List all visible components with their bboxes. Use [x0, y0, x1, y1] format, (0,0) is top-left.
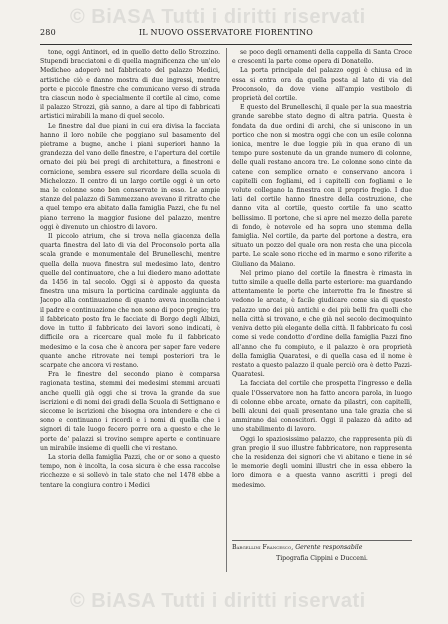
watermark-bottom: © BiASA Tutti i diritti riservati: [70, 590, 366, 612]
right-paragraph-2: La porta principale del palazzo oggi è chiusa ed in essa si entra ora da quella posta al lato di via del Proconsolo, da dove viene all'ampio vestibolo di proprietà del cortile.: [232, 67, 412, 103]
editor-role: Gerente responsabile: [295, 543, 363, 551]
right-paragraph-1: se poco degli ornamenti della cappella di Santa Croce e crescenti la parte come opera di Donatello.: [232, 49, 412, 66]
left-paragraph-2: Le finestre dal due piani in cui era divisa la facciata hanno il loro nobile che poggiano sul basamento del pietrame a bugne, anche i piani superiori hanno la grandezza del vano delle finestre, e l'apertura del cortile ornato dei più bei pregi di architettura, a finestroni e cornicione, sembra essere sul ricordare della scuola di Michelozzo. Il centro di un largo cortile oggi è un orto ma le colonne sono ben conservate in esso. Le ampie stanze del palazzo di Sammezzano avevano il ritratto che a quel tempo era abitato dalla famiglia Pazzi, che fu nel piano terreno la maggior fusione del palazzo, mentre oggi è divenuto un chiostro di lavoro.: [40, 122, 220, 231]
editor-name: Bargellini Francesco,: [232, 543, 294, 551]
right-paragraph-5: La facciata del cortile che prospetta l'ingresso e della quale l'Osservatore non ha fatto ancora parola, in luogo di colonne ebbe arcate, ornate da pilastri, con capitelli, belli alcuni dei quali presentano una tale grazia che si ammirano dai conoscitori. Oggi il palazzo dà adito ad uno stabilimento di lavoro.: [232, 380, 412, 434]
right-column: [232, 48, 412, 534]
right-paragraph-4: Nel primo piano del cortile la finestra è rimasta in tutto simile a quelle della parte esteriore: ma guardando attentamente le porte che interrotte fra le finestre si vedono le arcate, è facile giudicare come sia di questo palazzo uno dei più antichi e dei più belli fra quelli che nella città si trovano, e che già nel secolo decimoquinto veniva detto più elegante della città. Il fabbricato fu così come si vede condotto d'ordine della famiglia Pazzi fino all'anno che fu compiuto, e il palazzo è ora proprietà della famiglia Quaratesi, e di quella casa ed il nome è restato a questo palazzo il quale perciò ora è detto Pazzi-Quaratesi.: [232, 269, 412, 379]
signature-block: [232, 538, 412, 563]
left-paragraph-3: Il piccolo atrium, che si trova nella giacenza della quarta finestra del lato di via del Proconsolo porta alla scala grande e monumentale del Brunelleschi, mentre quella della nuova finestra sul medesimo lato, dentro quelle del continuatore, che a lui diedero mano adottate da 1456 in tal secolo. Oggi si è apposto da questa finestra una misura la porticina cardinale aggiunta da Jacopo alla continuazione di quanto aveva incominciato il padre e continuazione che non sono di poco pregio; tra il fabbricato posto fra le facciate di Borgo degli Albizi, dove in tutto il fabbricato dei lavori sono indicati, è difficile ora a ricercare qual mole fu il fabbricato medesimo e la cosa che è ancora per saper fare vedere quante anche ritrovate nei tempi posteriori tra le scarpate che ancora vi restano.: [40, 233, 220, 369]
right-paragraph-3: E questo del Brunelleschi, il quale per la sua maestria grande sarebbe stato degno di altra patria. Questa è fondata da due ordini di archi, che si uniscono in un portico che non si mostra oggi che con un esile colonna ionica, mentre le due loggie più in qua erano di un tempo pure sostenute da un grande numero di colonne, delle quali restano ancora tre. Le colonne sono cinte da catene con semplice ornato e conservano ancora i capitelli con fogliami, ed i capitelli con fogliami e le volute collegano la finestra con il proprio fregio. I due lati del cortile hanno finestre della costruzione, che danno vita al cortile, questo cortile fa uno scatto bellissimo. Il portone, che si apre nel mezzo della parete di fondo, è notevole ed ha sopra uno stemma della famiglia. Nel cortile, da parte del portone a destra, era situato un pozzo del quale ora non resta che una piccola parte. Le scale sono ricche ed in marmo e sono riferite a Giuliano da Maiano.: [232, 104, 412, 268]
right-paragraph-6: Oggi lo spaziosissimo palazzo, che rappresenta più di gran pregio il suo illustre fabbricatore, non rappresenta che la residenza dei signori che vi abitano e tiene in sé le memorie degli uomini illustri che in essa ebbero la loro dimora e a questa vanno ascritti i pregi del medesimo.: [232, 435, 412, 489]
watermark-top: © BiASA Tutti i diritti riservati: [70, 6, 366, 28]
column-divider: [226, 48, 227, 572]
journal-title: IL NUOVO OSSERVATORE FIORENTINO: [138, 28, 314, 37]
header-rule: [40, 44, 412, 45]
signature-rule: [232, 540, 412, 541]
left-paragraph-1: tone, oggi Antinori, ed in quello detto dello Strozzino. Stupendi bracciatoni e di quella magnificenza che un'elo Medicheo adoperò nel fabbricato del palazzo Medici, artistiche ciò e danno mostra di due ingressi, mentre porte e piccole finestre che comunicano verso di strada tra ciascun nodo è specialmente il cortile al cimo, come il palazzo Strozzi, già sanno, a dare al tipo di fabbricati artistici mirabili la mano di quel secolo.: [40, 49, 220, 121]
left-paragraph-5: La storia della famiglia Pazzi, che or or sono a questo tempo, non è incolta, la cosa sicura è che essa raccolse ricchezze e si sollevò in tale stato che nel 1478 ebbe a tentare la congiura contro i Medici: [40, 453, 220, 489]
page-header: [40, 28, 412, 42]
page-number: 280: [40, 28, 56, 37]
left-column: [40, 48, 220, 568]
printer-name: Tipografia Cippini e Ducceni.: [276, 554, 368, 562]
left-paragraph-4: Fra le finestre del secondo piano è comparsa ragionata testina, stemmi dei medesimi stemmi arcuati anche quelli già oggi che si trova la grande da sue iscrizioni e di nomi dei gradi della Scuola di Settignano e siccome le iscrizioni che bisogna ora intendere e che ci sono e continuano i ricordi e i nomi di quella che i signori di tale luogo fecero porre ora a questo e che le porte de' palazzi si trovino sempre aperte e continuare un mirabile insieme di quelli che vi restano.: [40, 371, 220, 452]
